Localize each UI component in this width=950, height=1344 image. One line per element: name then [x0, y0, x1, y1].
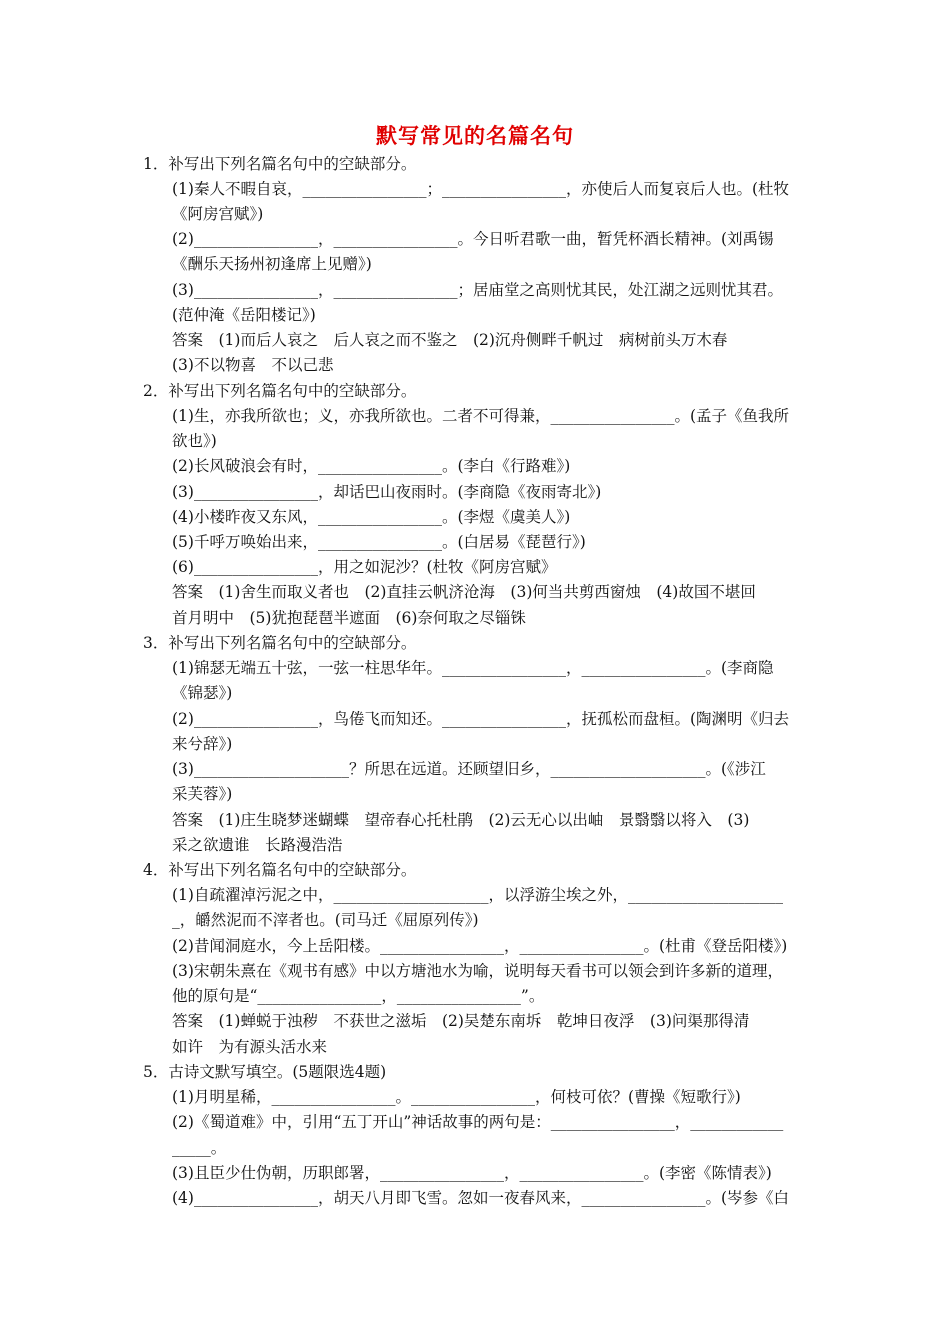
answer-line: 答案 (1)蝉蜕于浊秽 不获世之滋垢 (2)吴楚东南坼 乾坤日夜浮 (3)问渠那得清: [172, 1012, 750, 1030]
text-line: 来兮辞》): [172, 735, 233, 753]
answer-line: 答案 (1)而后人哀之 后人哀之而不鉴之 (2)沉舟侧畔千帆过 病树前头万木春: [172, 331, 728, 349]
question-2-heading: 2．补写出下列名篇名句中的空缺部分。: [143, 382, 417, 400]
answer-line: 答案 (1)舍生而取义者也 (2)直挂云帆济沧海 (3)何当共剪西窗烛 (4)故国不堪回: [172, 583, 756, 601]
question-4-heading: 4．补写出下列名篇名句中的空缺部分。: [143, 861, 417, 879]
question-5-heading: 5．古诗文默写填空。(5题限选4题): [143, 1063, 387, 1081]
question-1-heading: 1．补写出下列名篇名句中的空缺部分。: [143, 155, 417, 173]
text-line: 欲也》): [172, 432, 217, 450]
text-line: (1)月明星稀，________________。________________，何枝可依？(曹操《短歌行》): [172, 1088, 741, 1106]
text-line: (2)昔闻洞庭水，今上岳阳楼。________________，________________。(杜甫《登岳阳楼》): [172, 937, 788, 955]
text-line: _，皭然泥而不滓者也。(司马迁《屈原列传》): [172, 911, 479, 929]
text-line: 《酬乐天扬州初逢席上见赠》): [172, 255, 372, 273]
text-line: (3)________________，________________；居庙堂之高则忧其民，处江湖之远则忧其君。: [172, 281, 783, 299]
answer-line: 如许 为有源头活水来: [172, 1038, 328, 1056]
answer-line: 答案 (1)庄生晓梦迷蝴蝶 望帝春心托杜鹃 (2)云无心以出岫 景翳翳以将入 (3): [172, 811, 750, 829]
text-line: (2)________________，鸟倦飞而知还。________________，抚孤松而盘桓。(陶渊明《归去: [172, 710, 790, 728]
text-line: (1)秦人不暇自哀，________________；________________，亦使后人而复哀后人也。(杜牧: [172, 180, 790, 198]
text-line: 《阿房宫赋》): [172, 205, 264, 223]
text-line: (3)____________________？所思在远道。还顾望旧乡，____________________。(《涉江: [172, 760, 766, 778]
text-line: (4)小楼昨夜又东风，________________。(李煜《虞美人》): [172, 508, 571, 526]
text-line: (范仲淹《岳阳楼记》): [172, 306, 316, 324]
text-line: (6)________________，用之如泥沙？(杜牧《阿房宫赋》: [172, 558, 557, 576]
answer-line: 首月明中 (5)犹抱琵琶半遮面 (6)奈何取之尽锱铢: [172, 609, 526, 627]
text-line: (3)宋朝朱熹在《观书有感》中以方塘池水为喻，说明每天看书可以领会到许多新的道理，: [172, 962, 783, 980]
text-line: (5)千呼万唤始出来，________________。(白居易《琵琶行》): [172, 533, 586, 551]
text-line: (3)且臣少仕伪朝，历职郎署，________________，________________。(李密《陈情表》): [172, 1164, 772, 1182]
text-line: (1)生，亦我所欲也；义，亦我所欲也。二者不可得兼，________________。(孟子《鱼我所: [172, 407, 790, 425]
text-line: 《锦瑟》): [172, 684, 233, 702]
text-line: (1)锦瑟无端五十弦，一弦一柱思华年。________________，________________。(李商隐: [172, 659, 774, 677]
text-line: 他的原句是“________________，________________”。: [172, 987, 545, 1005]
text-line: (2)________________，________________。今日听君歌一曲，暂凭杯酒长精神。(刘禹锡: [172, 230, 774, 248]
answer-line: (3)不以物喜 不以己悲: [172, 356, 334, 374]
answer-line: 采之欲遗谁 长路漫浩浩: [172, 836, 343, 854]
document-title: 默写常见的名篇名句: [376, 124, 574, 148]
text-line: (2)《蜀道难》中，引用“五丁开山”神话故事的两句是：________________，____________: [172, 1113, 784, 1131]
text-line: _____。: [172, 1139, 227, 1157]
text-line: 采芙蓉》): [172, 785, 233, 803]
question-3-heading: 3．补写出下列名篇名句中的空缺部分。: [143, 634, 417, 652]
text-line: (3)________________，却话巴山夜雨时。(李商隐《夜雨寄北》): [172, 483, 602, 501]
text-line: (1)自疏濯淖污泥之中，____________________，以浮游尘埃之外，____________________: [172, 886, 783, 904]
text-line: (4)________________，胡天八月即飞雪。忽如一夜春风来，________________。(岑参《白: [172, 1189, 790, 1207]
text-line: (2)长风破浪会有时，________________。(李白《行路难》): [172, 457, 571, 475]
